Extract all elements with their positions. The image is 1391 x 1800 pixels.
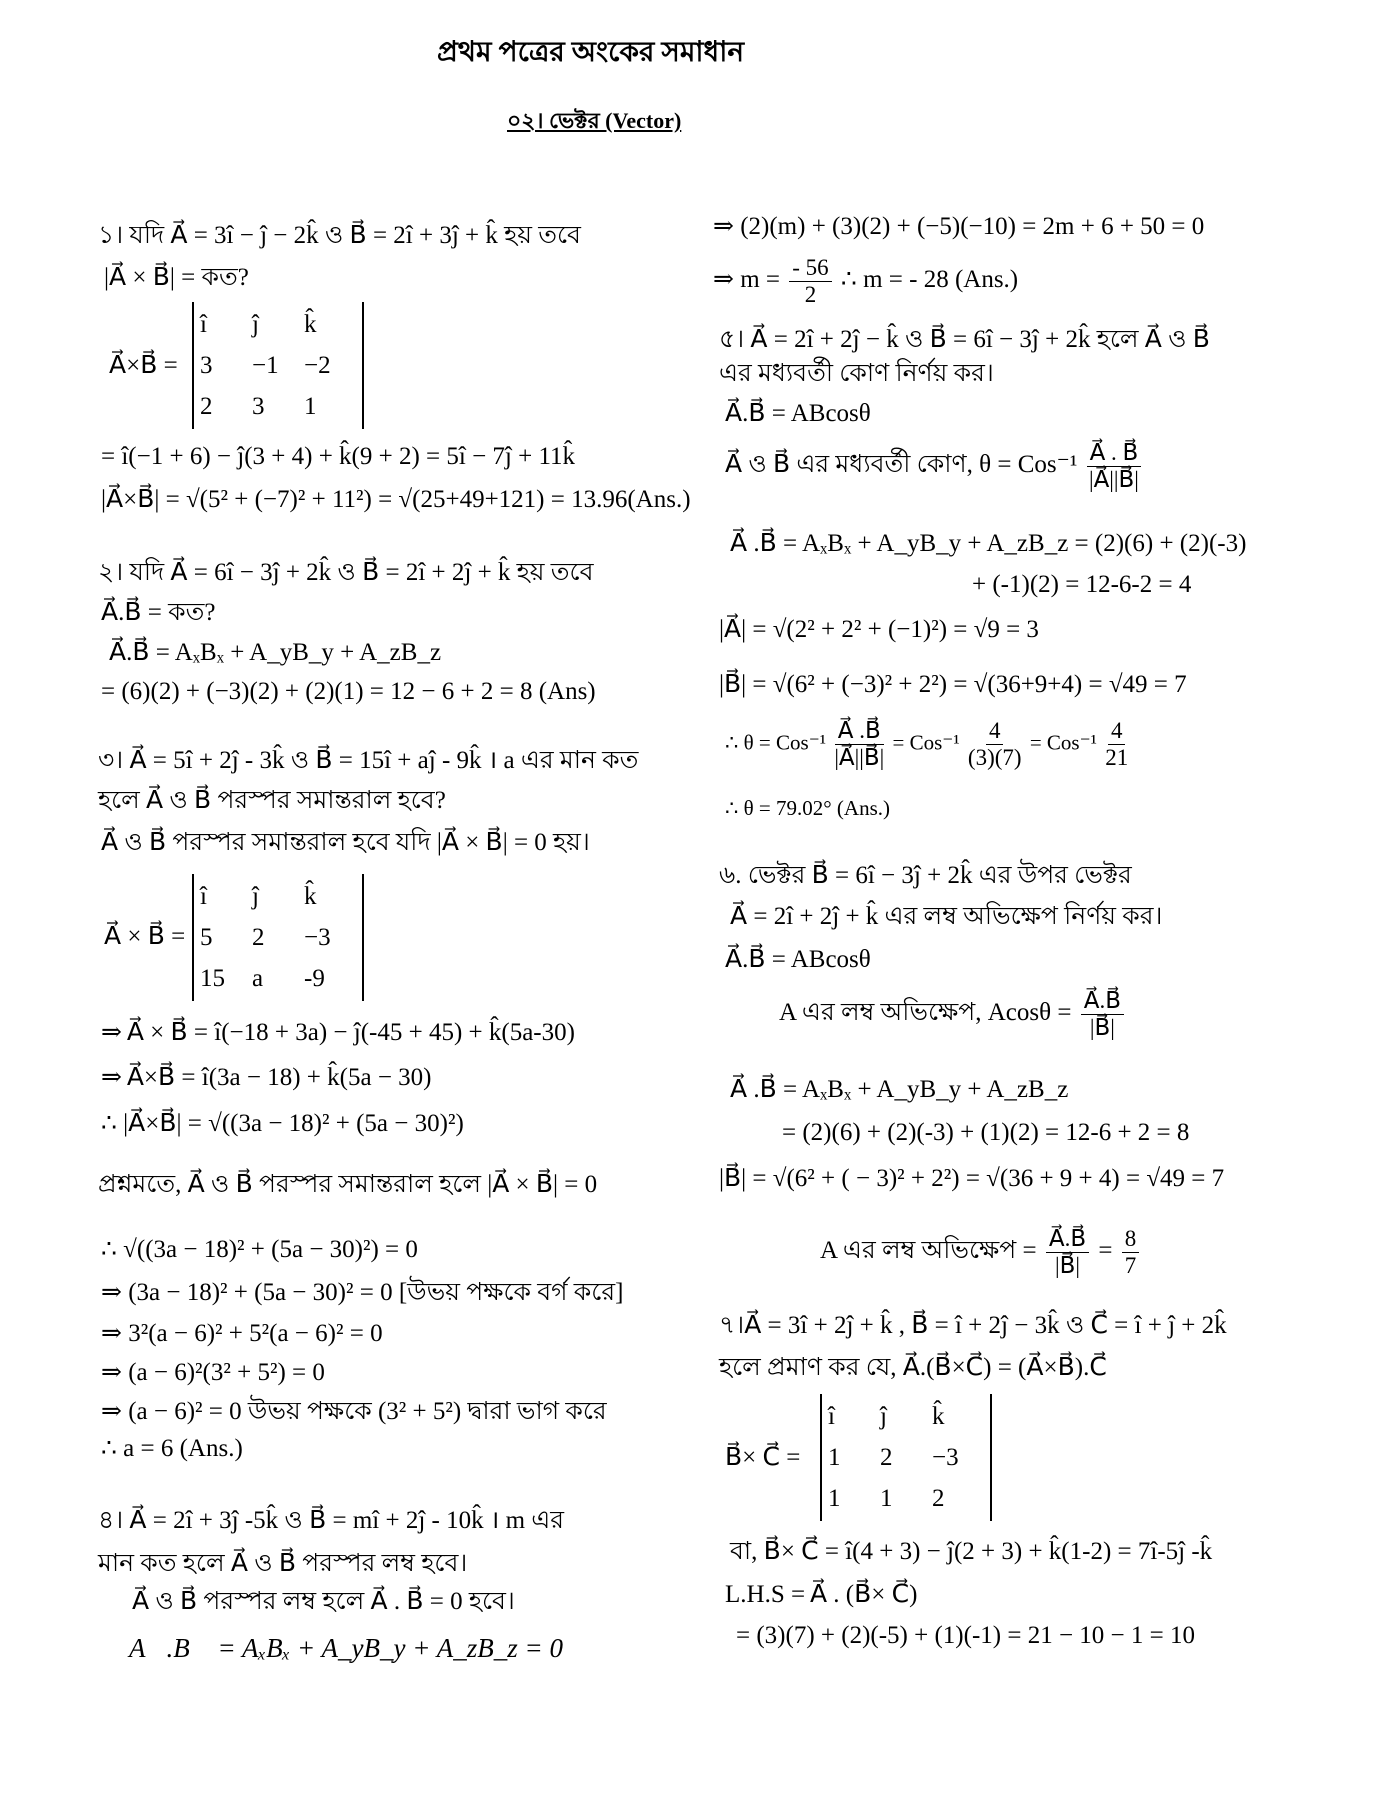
q1-determinant xyxy=(192,302,364,429)
q5-question-2: এর মধ্যবর্তী কোণ নির্ণয় কর। xyxy=(719,360,994,387)
math-term: ĵ xyxy=(880,1403,887,1430)
math-term: A⃗.B⃗ xyxy=(1046,1226,1089,1253)
math-term: 1 xyxy=(880,1485,893,1512)
q3-step-2: ⇒ A⃗×B⃗ = î(3a − 18) + k̂(5a − 30) xyxy=(101,1064,432,1091)
q6-step-4: = (2)(6) + (2)(-3) + (1)(2) = 12-6 + 2 = 8 xyxy=(782,1119,1190,1146)
page-title: প্রথম পত্রের অংকের সমাধান xyxy=(437,37,745,68)
q3-step-1: ⇒ A⃗ × B⃗ = î(−18 + 3a) − ĵ(-45 + 45) + k̂(5a-30) xyxy=(101,1019,575,1046)
q5-question: ৫। A⃗ = 2î + 2ĵ − k̂ ও B⃗ = 6î − 3ĵ + 2k̂ হলে A⃗ ও B⃗ xyxy=(719,326,1210,353)
q6-step-1: A⃗.B⃗ = ABcosθ xyxy=(725,946,871,973)
q5-step-3: A⃗ .B⃗ = AₓBₓ + A_yB_y + A_zB_z = (2)(6) + (2)(-3) xyxy=(730,530,1247,557)
q2-step-2: = (6)(2) + (−3)(2) + (2)(1) = 12 − 6 + 2 = 8 (Ans) xyxy=(101,678,596,705)
q6-step-3: A⃗ .B⃗ = AₓBₓ + A_yB_y + A_zB_z xyxy=(730,1076,1069,1103)
fraction xyxy=(834,718,884,771)
math-term: −3 xyxy=(304,924,331,951)
q3-step-3: ∴ |A⃗×B⃗| = √((3a − 18)² + (5a − 30)²) xyxy=(101,1110,464,1137)
q6-step-2: A এর লম্ব অভিক্ষেপ, Acosθ = $\frac{A⃗.B⃗}{|B⃗|}$ xyxy=(779,988,1127,1041)
q4-step-1: A⃗.B⃗ = AₓBₓ + A_yB_y + A_zB_z = 0 xyxy=(129,1633,563,1663)
fraction xyxy=(1122,1226,1140,1279)
math-term: (3)(7) xyxy=(967,745,1022,770)
math-term: −2 xyxy=(304,352,331,379)
math-term: 4 xyxy=(986,718,1004,745)
q5-answer: ∴ θ = 79.02° (Ans.) xyxy=(725,796,890,820)
q7-step-1: বা, B⃗× C⃗ = î(4 + 3) − ĵ(2 + 3) + k̂(1-2) = 7î-5ĵ -k̂ xyxy=(730,1538,1213,1565)
math-term: 1 xyxy=(828,1485,841,1512)
q7-determinant xyxy=(820,1394,992,1521)
q1-question: ১। যদি A⃗ = 3î − ĵ − 2k̂ ও B⃗ = 2î + 3ĵ + k̂ হয় তবে xyxy=(98,222,581,249)
math-term: A⃗ . B⃗ xyxy=(1087,440,1142,467)
math-term: 2 xyxy=(200,393,213,420)
q3-question-2: হলে A⃗ ও B⃗ পরস্পর সমান্তরাল হবে? xyxy=(98,787,446,814)
q3-step-9: ⇒ (a − 6)² = 0 উভয় পক্ষকে (3² + 5²) দ্বারা ভাগ করে xyxy=(101,1398,607,1425)
math-term: 2 xyxy=(252,924,265,951)
math-term: 8 xyxy=(1122,1226,1140,1253)
q5-step-4: + (-1)(2) = 12-6-2 = 4 xyxy=(972,571,1192,598)
q3-step-6: ⇒ (3a − 18)² + (5a − 30)² = 0 [উভয় পক্ষকে বর্গ করে] xyxy=(101,1279,624,1306)
math-term: k̂ xyxy=(304,883,317,910)
q6-step-5: |B⃗| = √(6² + ( − 3)² + 2²) = √(36 + 9 + 4) = √49 = 7 xyxy=(719,1165,1225,1192)
math-term: ĵ xyxy=(252,883,259,910)
q6-question: ৬. ভেক্টর B⃗ = 6î − 3ĵ + 2k̂ এর উপর ভেক্টর xyxy=(719,862,1132,889)
math-term: 2 xyxy=(880,1444,893,1471)
q4-question: ৪। A⃗ = 2î + 3ĵ -5k̂ ও B⃗ = mî + 2ĵ - 10k̂ । m এর xyxy=(98,1507,565,1534)
math-term: |A⃗||B⃗| xyxy=(834,745,885,770)
fraction xyxy=(1081,988,1124,1041)
math-term: |B⃗| xyxy=(1054,1253,1080,1278)
math-term: 2 xyxy=(804,282,817,307)
q7-det-label: B⃗× C⃗ = xyxy=(725,1444,801,1471)
q7-question: ৭।A⃗ = 3î + 2ĵ + k̂ , B⃗ = î + 2ĵ − 3k̂ ও C⃗ = î + ĵ + 2k̂ xyxy=(719,1312,1227,1339)
q3-condition: A⃗ ও B⃗ পরস্পর সমান্তরাল হবে যদি |A⃗ × B⃗| = 0 হয়। xyxy=(101,829,590,856)
fraction xyxy=(789,255,831,308)
q5-step-5: |A⃗| = √(2² + 2² + (−1)²) = √9 = 3 xyxy=(719,616,1039,643)
math-term: ĵ xyxy=(252,311,259,338)
fraction xyxy=(968,718,1022,771)
q1-step-1: = î(−1 + 6) − ĵ(3 + 4) + k̂(9 + 2) = 5î − 7ĵ + 11k̂ xyxy=(101,443,576,470)
math-term: î xyxy=(200,883,207,910)
q5-step-7: ∴ θ = Cos⁻¹ $\frac{A⃗ .B⃗}{|A⃗||B⃗|}$ = Cos⁻¹ $\frac{4}{(3)(7)}$ = Cos⁻¹ $\frac{4}{21}$ xyxy=(725,718,1129,770)
math-term: 4 xyxy=(1108,718,1126,745)
fraction xyxy=(1087,440,1142,493)
fraction xyxy=(1105,718,1128,771)
math-term: a xyxy=(252,965,264,992)
q4-step-2: ⇒ (2)(m) + (3)(2) + (−5)(−10) = 2m + 6 + 50 = 0 xyxy=(713,213,1205,240)
fraction xyxy=(1046,1226,1089,1279)
math-term: 1 xyxy=(304,393,317,420)
q3-step-7: ⇒ 3²(a − 6)² + 5²(a − 6)² = 0 xyxy=(101,1320,383,1347)
q1-question-2: |A⃗ × B⃗| = কত? xyxy=(104,264,249,291)
math-term: A⃗ .B⃗ xyxy=(835,718,884,745)
math-term: 3 xyxy=(200,352,213,379)
q3-step-4: প্রশ্নমতে, A⃗ ও B⃗ পরস্পর সমান্তরাল হলে |A⃗ × B⃗| = 0 xyxy=(98,1171,598,1198)
section-subtitle: ০২। ভেক্টর (Vector) xyxy=(507,108,682,133)
q3-answer: ∴ a = 6 (Ans.) xyxy=(101,1435,243,1462)
q4-question-2: মান কত হলে A⃗ ও B⃗ পরস্পর লম্ব হবে। xyxy=(98,1550,468,1577)
math-term: 2 xyxy=(932,1485,945,1512)
q6-question-2: A⃗ = 2î + 2ĵ + k̂ এর লম্ব অভিক্ষেপ নির্ণয় কর। xyxy=(730,903,1163,930)
math-term: -9 xyxy=(304,965,325,992)
q5-step-2: A⃗ ও B⃗ এর মধ্যবর্তী কোণ, θ = Cos⁻¹ $\frac{A⃗ . B⃗}{|A⃗||B⃗|}$ xyxy=(725,440,1144,493)
math-term: 1 xyxy=(828,1444,841,1471)
q3-det-label: A⃗ × B⃗ = xyxy=(104,923,186,950)
q7-question-2: হলে প্রমাণ কর যে, A⃗.(B⃗×C⃗) = (A⃗×B⃗).C⃗ xyxy=(719,1354,1107,1381)
q3-step-5: ∴ √((3a − 18)² + (5a − 30)²) = 0 xyxy=(101,1236,418,1263)
q3-step-8: ⇒ (a − 6)²(3² + 5²) = 0 xyxy=(101,1359,325,1386)
math-term: −3 xyxy=(932,1444,959,1471)
math-term: −1 xyxy=(252,352,279,379)
q4-answer: ⇒ m = $\frac{- 56}{2}$ ∴ m = - 28 (Ans.) xyxy=(713,255,1019,307)
q2-question-2: A⃗.B⃗ = কত? xyxy=(101,599,216,626)
q6-answer: A এর লম্ব অভিক্ষেপ = $\frac{A⃗.B⃗}{|B⃗|}$ = $\frac{8}{7}$ xyxy=(820,1226,1142,1279)
q2-step-1: A⃗.B⃗ = AₓBₓ + A_yB_y + A_zB_z xyxy=(109,639,442,666)
math-term: î xyxy=(200,311,207,338)
q5-step-6: |B⃗| = √(6² + (−3)² + 2²) = √(36+9+4) = √49 = 7 xyxy=(719,671,1187,698)
q3-question: ৩। A⃗ = 5î + 2ĵ - 3k̂ ও B⃗ = 15î + aĵ - 9k̂ । a এর মান কত xyxy=(98,747,639,774)
q7-step-2: L.H.S = A⃗ . (B⃗× C⃗) xyxy=(725,1581,918,1608)
q2-question: ২। যদি A⃗ = 6î − 3ĵ + 2k̂ ও B⃗ = 2î + 2ĵ + k̂ হয় তবে xyxy=(98,559,594,586)
math-term: A⃗.B⃗ xyxy=(1081,988,1124,1015)
math-term: 21 xyxy=(1105,745,1129,770)
math-term: k̂ xyxy=(932,1403,945,1430)
math-term: 7 xyxy=(1124,1253,1137,1278)
math-term: 3 xyxy=(252,393,265,420)
q4-condition: A⃗ ও B⃗ পরস্পর লম্ব হলে A⃗ . B⃗ = 0 হবে। xyxy=(132,1588,515,1615)
q1-det-label: A⃗×B⃗ = xyxy=(109,352,178,379)
math-term: |B⃗| xyxy=(1089,1015,1115,1040)
q7-step-3: = (3)(7) + (2)(-5) + (1)(-1) = 21 − 10 − 1 = 10 xyxy=(736,1622,1195,1649)
math-term: î xyxy=(828,1403,835,1430)
math-term: k̂ xyxy=(304,311,317,338)
q3-determinant xyxy=(192,874,364,1001)
math-term: |A⃗||B⃗| xyxy=(1088,467,1139,492)
q5-step-1: A⃗.B⃗ = ABcosθ xyxy=(725,400,871,427)
math-term: 15 xyxy=(200,965,225,992)
math-term: - 56 xyxy=(789,255,831,282)
math-term: 5 xyxy=(200,924,213,951)
q1-step-2: |A⃗×B⃗| = √(5² + (−7)² + 11²) = √(25+49+121) = 13.96(Ans.) xyxy=(101,486,691,513)
